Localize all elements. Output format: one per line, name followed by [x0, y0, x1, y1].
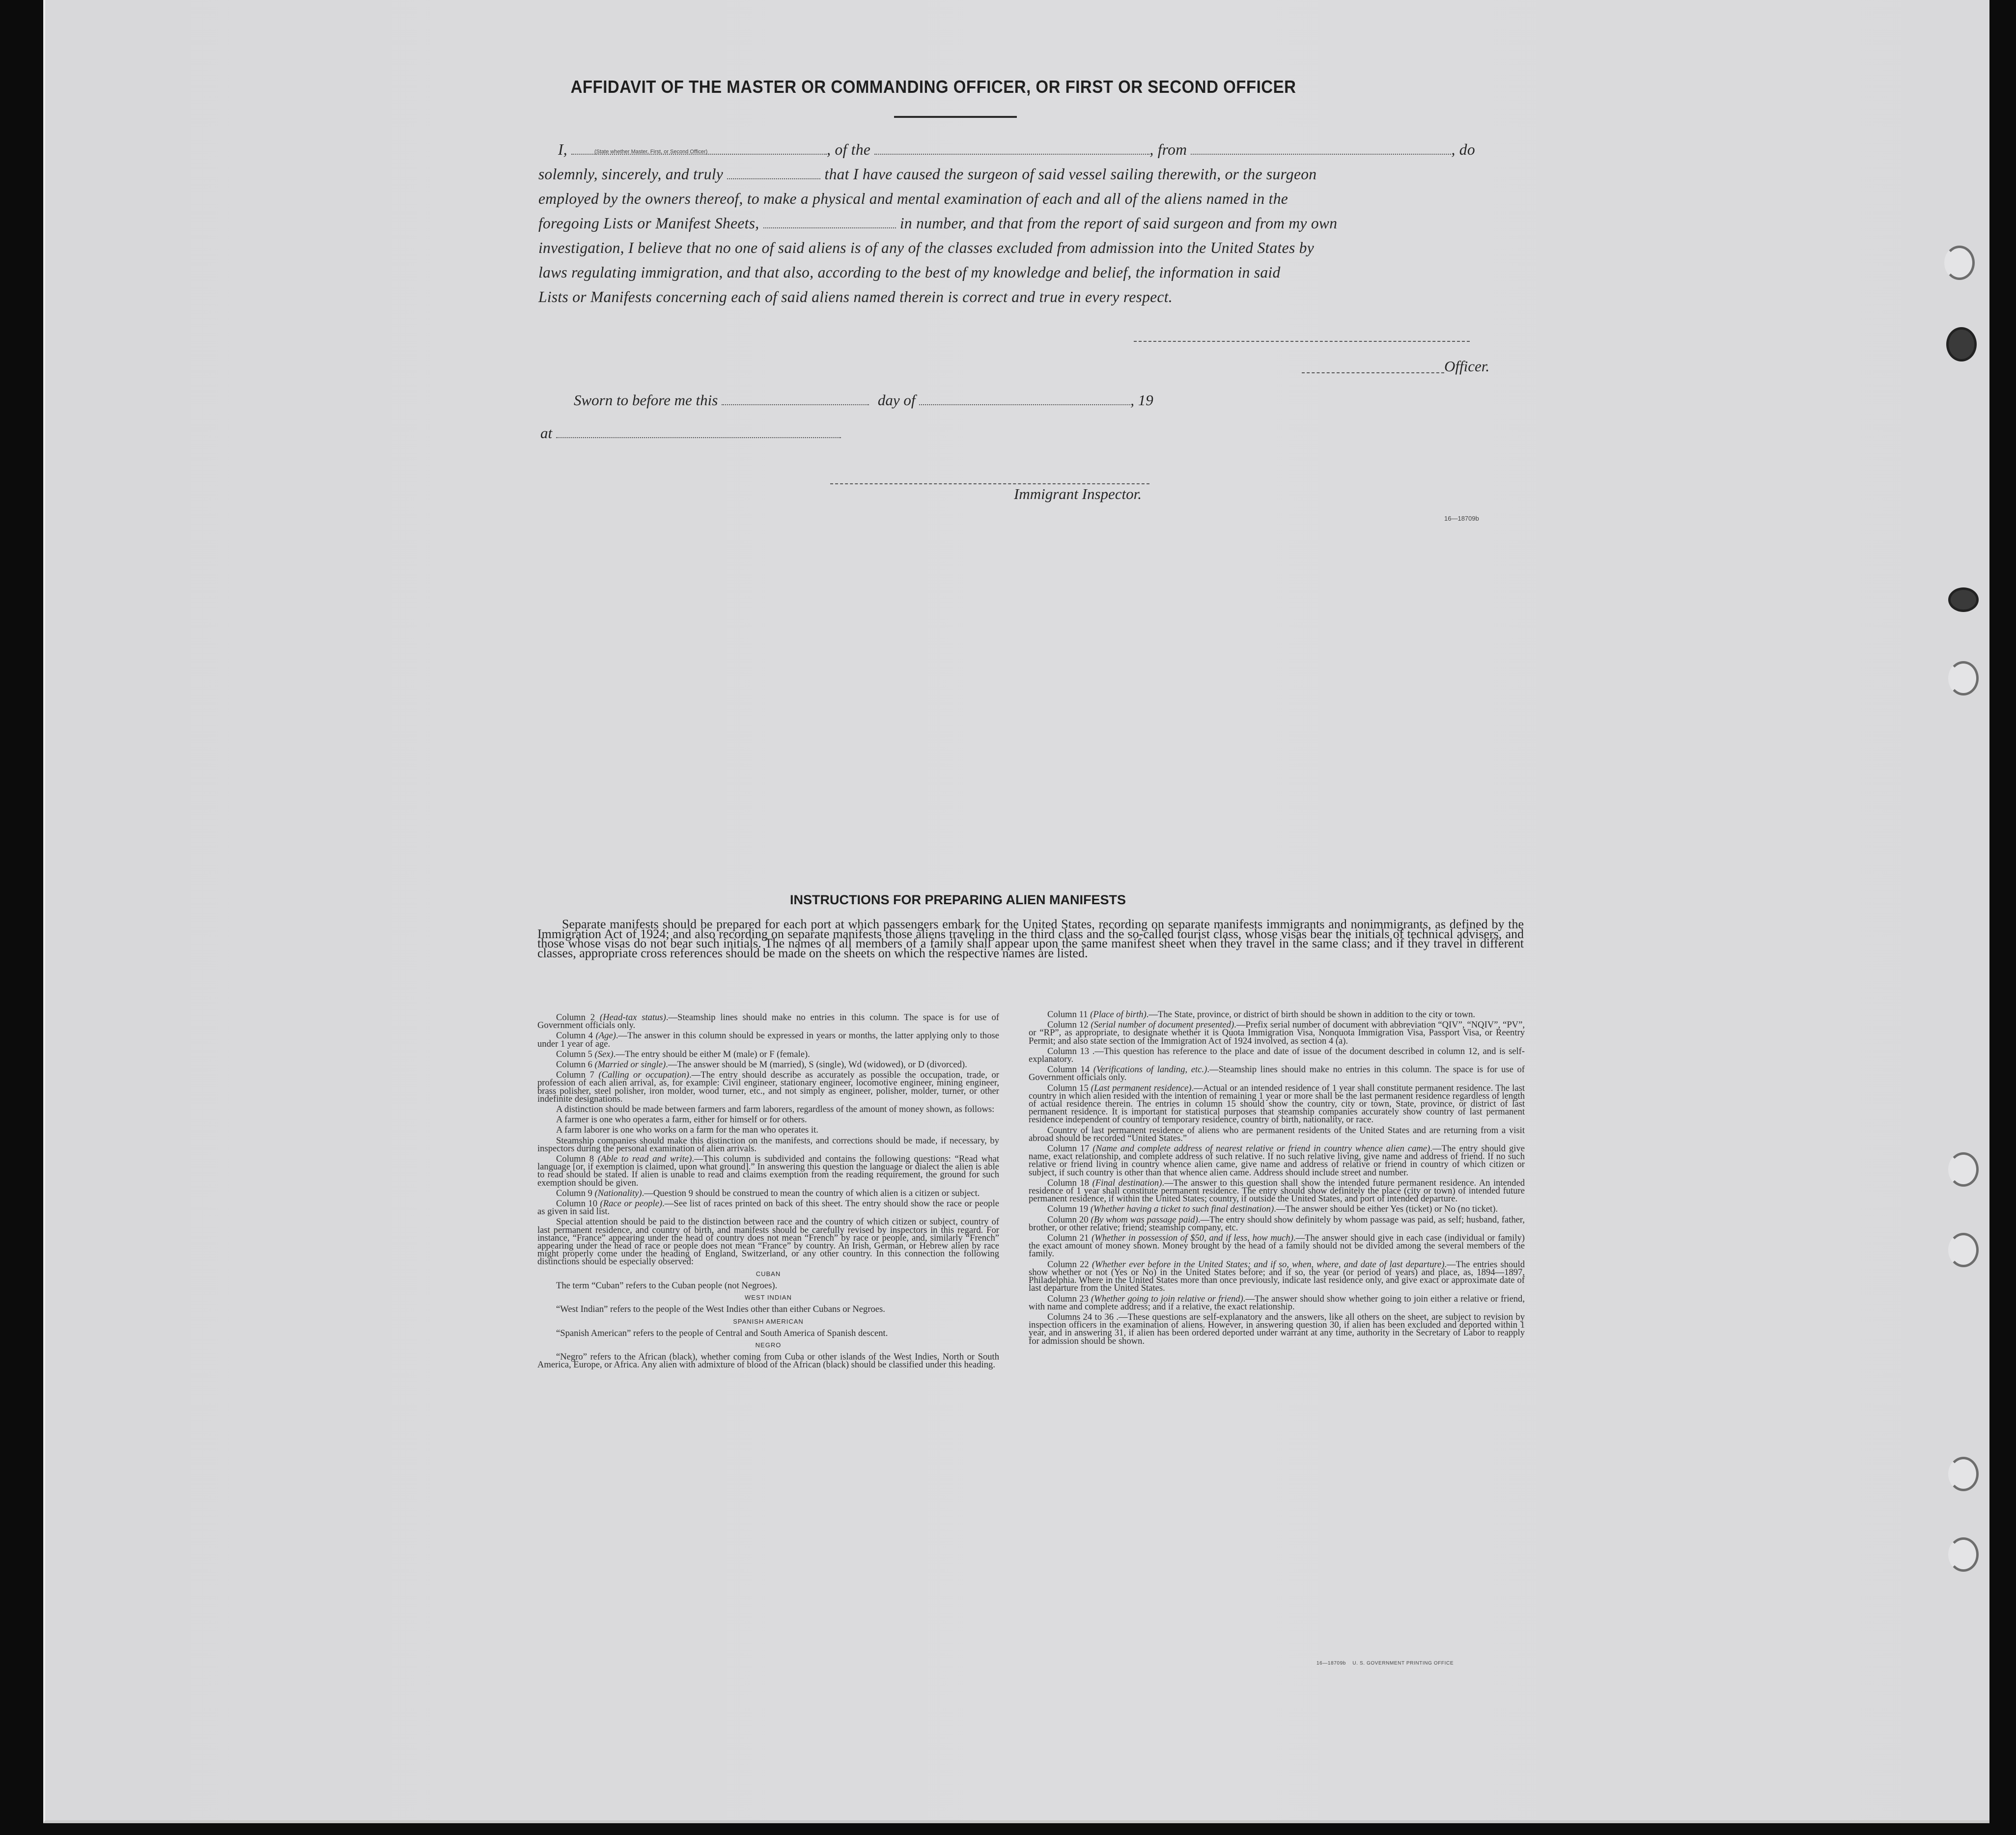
- column-label: Column 6: [556, 1059, 592, 1070]
- sworn-line: Sworn to before me this day of , 19: [574, 391, 1153, 409]
- instruction-text: .—The answer should show whether going to join either a relative or friend, with name and complete address; and if a relative, the exact relationship.: [1029, 1293, 1525, 1312]
- definition-text: “Negro” refers to the African (black), whether coming from Cuba or other islands of the West Indies, North or South America, Europe, or Africa. Any alien with admixture of blood of the African (black) should be classified under this heading.: [537, 1352, 999, 1370]
- instruction-paragraph: [1029, 1021, 1525, 1045]
- printer-footer: 16—18709b U. S. GOVERNMENT PRINTING OFFICE: [1316, 1661, 1454, 1666]
- instruction-paragraph: [537, 1200, 999, 1216]
- instruction-paragraph: [537, 1032, 999, 1048]
- binder-hole: [1948, 1152, 1979, 1187]
- column-title: (Able to read and write): [597, 1154, 692, 1165]
- instruction-paragraph: [1029, 1295, 1525, 1311]
- column-label: Column 22: [1047, 1259, 1089, 1270]
- binder-hole: [1948, 1457, 1979, 1491]
- affidavit-line-1: I, , of the , from , do: [558, 141, 1475, 158]
- sheet-count-field[interactable]: [763, 214, 896, 228]
- officer-label: Officer.: [1444, 358, 1490, 375]
- instruction-paragraph: [1029, 1234, 1525, 1258]
- instruction-text: .—Steamship lines should make no entries in this column. The space is for use of Government officials only.: [537, 1012, 1000, 1031]
- instruction-paragraph: [537, 1218, 999, 1266]
- instruction-text: .—The answer in this column should be expressed in years or months, the latter applying only to those under 1 year of age.: [537, 1030, 999, 1049]
- affidavit-title: AFFIDAVIT OF THE MASTER OR COMMANDING OFFICER, OR FIRST OR SECOND OFFICER: [570, 77, 1296, 97]
- definition-text: “West Indian” refers to the people of the West Indies other than either Cubans or Negroes.: [556, 1304, 885, 1315]
- column-label: Column 11: [1047, 1009, 1088, 1020]
- instruction-paragraph: [1029, 1261, 1525, 1293]
- column-label: Column 9: [556, 1188, 592, 1198]
- definition-heading: SPANISH AMERICAN: [733, 1317, 804, 1325]
- column-label: Column 18: [1047, 1177, 1090, 1188]
- column-title: (Whether going to join relative or friend): [1091, 1293, 1243, 1304]
- instruction-text: .—The entry should be either M (male) or F (female).: [613, 1049, 810, 1059]
- instruction-text: Special attention should be paid to the distinction between race and the country of which citizen or subject, country of last permanent residence, and country of birth, and manifests should be carefully revised by inspectors in this regard. For instance, “France” appearing under the head of country does not mean “French” by race or people, and, similarly “French” appearing under the head of race or people does not mean “France” by country. An Irish, German, or Hebrew alien by race might properly come under the heading of England, Switzerland, or any other country. In this connection the following distinctions should be especially observed:: [537, 1217, 999, 1267]
- definition-heading: NEGRO: [755, 1341, 782, 1349]
- instruction-text: .—These questions are self-explanatory and the answers, like all others on the sheet, are subject to revision by inspection officers in the examination of aliens. However, in answering question 30, if alien has been excluded and deported within 1 year, and in answering 31, if alien has been ordered deported under warrant at any time, authority in the Secretary of Labor to reapply for admission should be shown.: [1029, 1311, 1525, 1346]
- instruction-text: A farmer is one who operates a farm, either for himself or for others.: [556, 1114, 807, 1125]
- binder-hole: [1948, 1233, 1979, 1267]
- instruction-text: .—The answer should be either Yes (ticket) or No (no ticket).: [1274, 1204, 1498, 1215]
- column-label: Column 15: [1047, 1083, 1089, 1093]
- column-title: (Whether ever before in the United States; and if so, when, where, and date of last departure): [1092, 1259, 1445, 1270]
- instruction-paragraph: [537, 1106, 999, 1113]
- column-label: Column 7: [556, 1070, 594, 1081]
- column-title: (Last permanent residence): [1091, 1083, 1192, 1093]
- instruction-paragraph: [1029, 1313, 1525, 1345]
- instruction-text: .—Question 9 should be construed to mean the country of which alien is a citizen or subject.: [642, 1188, 980, 1198]
- instruction-text: Country of last permanent residence of aliens who are permanent residents of the United States and are returning from a visit abroad should be recorded “United States.”: [1029, 1125, 1525, 1143]
- column-label: Column 14: [1047, 1064, 1090, 1075]
- column-label: Column 10: [556, 1198, 598, 1209]
- binder-hole: [1944, 246, 1975, 280]
- column-label: Column 13: [1047, 1046, 1090, 1057]
- instruction-text: .—The entries should show whether or not (Yes or No) in the United States before; and if so, the year (or period of years) and place, as, 1894—1897, Philadelphia. Where in the United States more than once previously, indicate last residence only, and give exact or approximate date of last departure from the United States.: [1029, 1259, 1525, 1294]
- instruction-text: .—This question has reference to the place and date of issue of the document described in column 12, and is self-explanatory.: [1029, 1046, 1525, 1065]
- rank-field-note: (State whether Master, First, or Second Officer): [594, 149, 708, 155]
- instruction-paragraph: [1029, 1216, 1525, 1232]
- instruction-text: A distinction should be made between farmers and farm laborers, regardless of the amount of money shown, as follows:: [556, 1104, 995, 1115]
- column-label: Column 21: [1047, 1233, 1089, 1244]
- column-label: Column 20: [1047, 1214, 1089, 1225]
- column-title: (Final destination): [1092, 1177, 1162, 1188]
- instruction-paragraph: [537, 1116, 999, 1124]
- instruction-text: .—The entry should show definitely by whom passage was paid, as self; husband, father, brother, or other relative; friend; steamship company, etc.: [1029, 1214, 1525, 1233]
- affidavit-body: solemnly, sincerely, and truly that I have caused the surgeon of said vessel sailing therewith, or the surgeon employed by the owners thereof, to make a physical and mental examination of each and all of the aliens named in the foregoing Lists or Manifest Sheets, in number, and that from the report of said surgeon and from my own investigation, I believe that no one of said aliens is of any of the classes excluded from admission into the United States by laws regulating immigration, and that also, according to the best of my knowledge and belief, the information in said Lists or Manifests concerning each of said aliens named therein is correct and true in every respect.: [538, 166, 1338, 306]
- column-label: Columns 24 to 36: [1047, 1311, 1114, 1322]
- column-title: (Sex): [594, 1049, 614, 1059]
- column-title: (Married or single): [594, 1059, 666, 1070]
- instruction-paragraph: [1029, 1127, 1525, 1142]
- column-label: Column 23: [1047, 1293, 1089, 1304]
- instruction-text: .—The entry should give name, exact relationship, and complete address of such relative. If no such relative living, give name and address of friend. If no such relative or friend living in country whence alien came, give name and address of relative or friend in country of which citizen or subject, if such country is other than that whence alien came. Address should include street and number.: [1029, 1143, 1525, 1178]
- instruction-paragraph: [537, 1071, 999, 1103]
- column-title: (Whether having a ticket to such final destination): [1090, 1204, 1274, 1215]
- signature-line[interactable]: [1134, 341, 1470, 342]
- instructions-left-column: [537, 1014, 999, 1372]
- binder-hole: [1946, 327, 1977, 361]
- definition-heading: WEST INDIAN: [745, 1294, 792, 1302]
- instruction-text: .—The answer to this question shall show the intended future permanent residence. An intended residence of 1 year shall constitute permanent residence. The entry should show definitely the place (city or town) of intended future permanent residence, if within the United States; country, if outside the United States, and port of intended departure.: [1029, 1177, 1525, 1204]
- vessel-name-field[interactable]: [874, 140, 1149, 155]
- instruction-text: .—The answer should be M (married), S (single), Wd (widowed), or D (divorced).: [666, 1059, 967, 1070]
- definition-text: “Spanish American” refers to the people of Central and South America of Spanish descent.: [556, 1328, 888, 1338]
- instruction-text: .—The answer should give in each case (individual or family) the exact amount of money shown. Money brought by the head of a family should not be divided among the several members of the family.: [1029, 1233, 1525, 1259]
- definition-heading: CUBAN: [756, 1270, 781, 1278]
- column-label: Column 5: [556, 1049, 592, 1059]
- instruction-paragraph: [537, 1126, 999, 1134]
- instruction-paragraph: [537, 1051, 999, 1058]
- column-title: (Whether in possession of $50, and if less, how much): [1092, 1233, 1293, 1244]
- instruction-text: Steamship companies should make this distinction on the manifests, and corrections should be made, if necessary, by inspectors during the personal examination of alien arrivals.: [537, 1135, 999, 1154]
- instruction-text: .—Actual or an intended residence of 1 year shall constitute permanent residence. The last country in which alien resided with the intention of remaining 1 year or more shall be the last permanent residence regardless of length of actual residence therein. The entries in column 15 should show the country, city or town, State, province, or district of last permanent residence. It is important for statistical purposes that steamship companies accurately show country of last permanent residence independent of country of temporary residence, country of birth, nationality, or race.: [1029, 1083, 1525, 1125]
- instruction-paragraph: [537, 1061, 999, 1069]
- instructions-right-column: [1029, 1011, 1525, 1348]
- sworn-month-field[interactable]: [919, 390, 1130, 405]
- column-title: (Nationality): [594, 1188, 642, 1198]
- column-title: (Serial number of document presented): [1091, 1020, 1234, 1030]
- binder-hole: [1948, 1537, 1979, 1572]
- column-label: Column 12: [1047, 1020, 1089, 1030]
- instructions-title: INSTRUCTIONS FOR PREPARING ALIEN MANIFESTS: [789, 892, 1126, 907]
- instruction-paragraph: [1029, 1011, 1525, 1019]
- instruction-paragraph: [1029, 1048, 1525, 1063]
- column-title: (Verifications of landing, etc.): [1093, 1064, 1207, 1075]
- instruction-text: .—Steamship lines should make no entries in this column. The space is for use of Government officials only.: [1029, 1064, 1525, 1083]
- sworn-place-field[interactable]: [556, 423, 841, 438]
- inspector-signature-line[interactable]: [830, 483, 1149, 484]
- port-field[interactable]: [1191, 140, 1451, 155]
- column-title: (Age): [595, 1030, 616, 1041]
- instruction-text: .—See list of races printed on back of this sheet. The entry should show the race or people as given in said list.: [537, 1198, 999, 1217]
- column-label: Column 8: [556, 1154, 594, 1165]
- instruction-text: A farm laborer is one who works on a farm for the man who operates it.: [556, 1125, 818, 1136]
- instruction-text: .—Prefix serial number of document with abbreviation “QIV”, “NQIV”, “PV”, or “RP”, as appropriate, to designate whether it is Quota Immigration Visa, Nonquota Immigration Visa, Passport Visa, or Reentry Permit; and also state section of the Immigration Act of 1924 involved, as section 4 (a).: [1029, 1020, 1525, 1046]
- instruction-text: .—The entry should describe as accurately as possible the occupation, trade, or profession of each alien arrival, as, for example: Civil engineer, stationary engineer, locomotive engineer, mining engineer, brass polisher, steel polisher, iron molder, wood turner, etc., and not simply as engineer, polisher, molder, turner, or other indefinite designations.: [537, 1070, 999, 1104]
- column-title: (Head-tax status): [600, 1012, 666, 1023]
- sworn-day-field[interactable]: [722, 390, 869, 405]
- instruction-paragraph: [1029, 1179, 1525, 1203]
- definition-text: The term “Cuban” refers to the Cuban people (not Negroes).: [556, 1280, 778, 1291]
- instruction-paragraph: [537, 1137, 999, 1153]
- column-label: Column 2: [556, 1012, 595, 1023]
- binder-hole: [1948, 587, 1979, 612]
- instruction-text: .—The State, province, or district of birth should be shown in addition to the city or town.: [1146, 1009, 1476, 1020]
- instruction-paragraph: [1029, 1084, 1525, 1124]
- instruction-paragraph: [537, 1014, 999, 1029]
- at-line: at: [540, 423, 841, 442]
- column-label: Column 19: [1047, 1204, 1089, 1215]
- instruction-paragraph: [1029, 1205, 1525, 1213]
- column-title: (Race or people): [600, 1198, 663, 1209]
- inspector-label: Immigrant Inspector.: [1014, 485, 1142, 502]
- oath-field[interactable]: [727, 165, 820, 179]
- column-title: (Place of birth): [1090, 1009, 1147, 1020]
- officer-signature-line[interactable]: [1302, 372, 1444, 373]
- column-title: (Name and complete address of nearest relative or friend in country whence alien came): [1092, 1143, 1430, 1154]
- column-label: Column 17: [1047, 1143, 1090, 1154]
- column-title: (By whom was passage paid): [1091, 1214, 1198, 1225]
- instruction-paragraph: [1029, 1066, 1525, 1082]
- instruction-paragraph: [1029, 1145, 1525, 1177]
- form-number: 16—18709b: [1444, 515, 1479, 522]
- instruction-paragraph: [537, 1190, 999, 1197]
- column-label: Column 4: [556, 1030, 593, 1041]
- instruction-text: .—This column is subdivided and contains the following questions: “Read what language [or, if exemption is claimed, upon what ground].” In answering this question the language or dialect the alien is able to read should be stated. If alien is unable to read and claims exemption from the reading requirement, the ground for such exemption should be given.: [537, 1154, 999, 1188]
- instruction-paragraph: [537, 1155, 999, 1187]
- title-divider: [894, 116, 1017, 118]
- instructions-intro: Separate manifests should be prepared for each port at which passengers embark for the United States, recording on separate manifests immigrants and nonimmigrants, as defined by the Immigration Act of 1924; and also recording on separate manifests those aliens traveling in the third class and the so-called tourist class, whose visas bear the initials of technical advisers, and those whose visas do not bear such initials. The names of all members of a family shall appear upon the same manifest sheet when they travel in the same class; and if they travel in different classes, appropriate cross references should be made on the sheets on which the respective names are listed.: [537, 917, 1524, 960]
- binder-hole: [1948, 661, 1979, 695]
- column-title: (Calling or occupation): [598, 1070, 689, 1081]
